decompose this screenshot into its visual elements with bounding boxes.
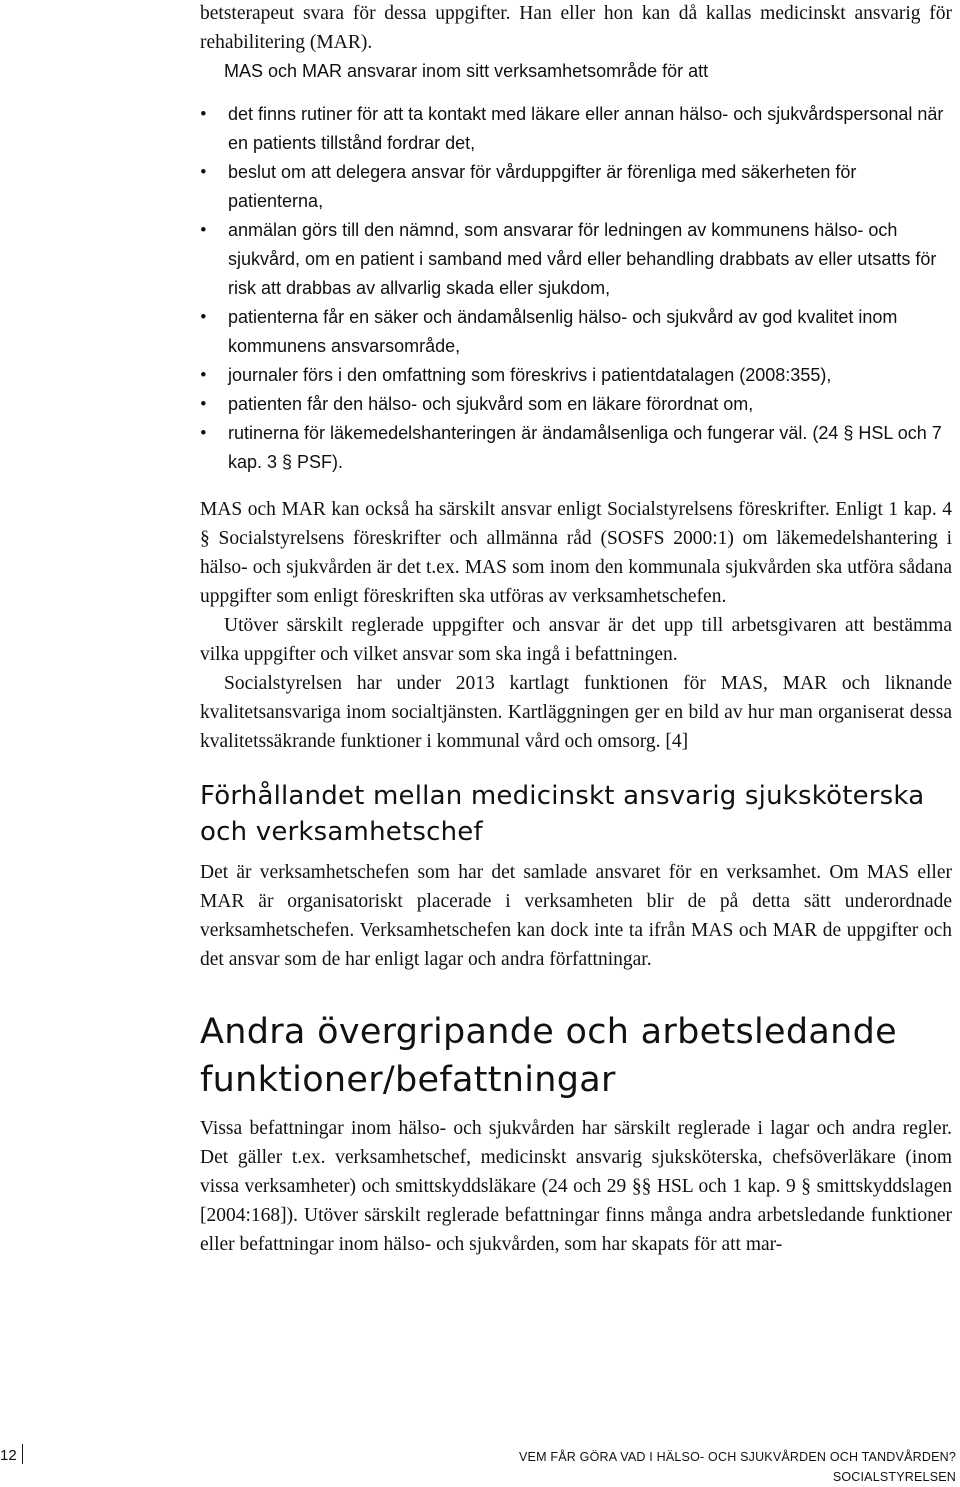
footer-publisher: SOCIALSTYRELSEN xyxy=(832,1470,956,1484)
section-heading: Förhållandet mellan medicinskt ansvarig sjuksköterska och verksamhetschef xyxy=(200,781,925,847)
document-page xyxy=(200,0,952,1259)
chapter-heading: Andra övergripande och arbetsledande funktioner/befattningar xyxy=(200,1012,897,1100)
lead-in-paragraph: MAS och MAR ansvarar inom sitt verksamhetsområde för att xyxy=(224,61,709,81)
footer-publication-title: VEM FÅR GÖRA VAD I HÄLSO- OCH SJUKVÅRDEN OCH TANDVÅRDEN? xyxy=(519,1450,956,1464)
chapter-paragraph: Vissa befattningar inom hälso- och sjukvården har särskilt reglerade i lagar och andra regler. Det gäller t.ex. verksamhetschef, medicinskt ansvarig sjuksköterska, chefsöverläkare (inom vissa verksamheter) och smittskyddsläkare (24 och 29 §§ HSL och 1 kap. 9 § smittskyddslagen [2004:168]). Utöver särskilt reglerade befattningar finns många andra arbetsledande funktioner eller befattningar inom hälso- och sjukvården, som har skapats för att mar- xyxy=(200,1118,952,1255)
list-item: • patienten får den hälso- och sjukvård som en läkare förordnat om, xyxy=(200,390,952,419)
body-paragraph: Utöver särskilt reglerade uppgifter och ansvar är det upp till arbetsgivaren att bestämma vilka uppgifter och vilket ansvar som ska ingå i befattningen. xyxy=(200,615,952,665)
list-item: • det finns rutiner för att ta kontakt med läkare eller annan hälso- och sjukvårdspersonal när en patients tillstånd fordrar det, xyxy=(200,100,952,158)
list-item: • patienterna får en säker och ändamålsenlig hälso- och sjukvård av god kvalitet inom kommunens ansvarsområde, xyxy=(200,303,952,361)
list-item: • journaler förs i den omfattning som föreskrivs i patientdatalagen (2008:355), xyxy=(200,361,952,390)
responsibility-list xyxy=(200,100,952,477)
body-paragraph: MAS och MAR kan också ha särskilt ansvar enligt Socialstyrelsens föreskrifter. Enligt 1 kap. 4 § Socialstyrelsens föreskrifter och allmänna råd (SOSFS 2000:1) om läkemedelshantering i hälso- och sjukvården är det t.ex. MAS som inom den kommunala sjukvården ska utföra sådana uppgifter som enligt föreskriften ska utföras av verksamhetschefen. xyxy=(200,499,952,607)
list-item: • rutinerna för läkemedelshanteringen är ändamålsenliga och fungerar väl. (24 § HSL och 7 kap. 3 § PSF). xyxy=(200,419,952,477)
section-paragraph: Det är verksamhetschefen som har det samlade ansvaret för en verksamhet. Om MAS eller MAR är organisatoriskt placerade i verksamheten blir de på detta sätt underordnade verksamhetschefen. Verksamhetschefen kan dock inte ta ifrån MAS och MAR de uppgifter och det ansvar som de har enligt lagar och andra författningar. xyxy=(200,862,952,970)
list-item: • anmälan görs till den nämnd, som ansvarar för ledningen av kommunens hälso- och sjukvård, om en patient i samband med vård eller behandling drabbats av eller utsatts för risk att drabbas av allvarlig skada eller sjukdom, xyxy=(200,216,952,303)
page-number: 12 xyxy=(0,1447,17,1464)
body-paragraph: Socialstyrelsen har under 2013 kartlagt funktionen för MAS, MAR och liknande kvalitetsansvariga inom socialtjänsten. Kartläggningen ger en bild av hur man organiserat dessa kvalitetssäkrande funktioner i kommunal vård och omsorg. [4] xyxy=(200,673,952,752)
footer-divider xyxy=(22,1444,23,1464)
list-item: • beslut om att delegera ansvar för vårduppgifter är förenliga med säkerheten för patienterna, xyxy=(200,158,952,216)
intro-paragraph: betsterapeut svara för dessa uppgifter. Han eller hon kan då kallas medicinskt ansvarig för rehabilitering (MAR). xyxy=(200,3,952,53)
